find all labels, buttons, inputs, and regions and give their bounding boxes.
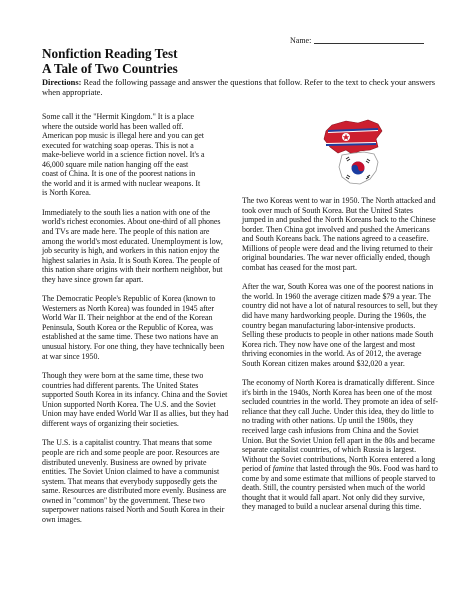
paragraph-north-economy [242, 378, 438, 512]
paragraph-founding: The Democratic People's Republic of Korea (known to Westerners as North Korea) was founded in 1945 after World War II. Their neighbor at the end of the Korean Peninsula, South Korea or the Republic of Korea, was established at the same time. These two nations have an unusual history. For one thing, they have technically been at war since 1950. [42, 294, 225, 361]
paragraph-south-economy: After the war, South Korea was one of the poorest nations in the world. In 1960 the average citizen made $79 a year. The country did not have a lot of natural resources to sell, but they did have many hardworking people. During the 1960s, the country began manufacturing labor-intensive products. Selling these products to people in other nations made South Korea rich. They now have one of the largest and most thriving economies in the world. As of 2012, the average South Korean citizen makes around $32,020 a year. [242, 282, 438, 368]
paragraph-hermit-kingdom: Some call it the "Hermit Kingdom." It is a place where the outside world has been walled off. American pop music is illegal here and you can get executed for watching soap operas. This is not a make-believe world in a science fiction novel. It's a 46,000 square mile nation hanging off the east coast of China. It is one of the poorest nations in the world and it is armed with nuclear weapons. It is North Korea. [42, 112, 205, 198]
title-line-2: A Tale of Two Countries [42, 61, 178, 76]
paragraph-korean-war: The two Koreas went to war in 1950. The North attacked and took over much of South Korea. But the United States jumped in and pushed the North Koreans back to the Chinese border. Then China got involved and pushed the Americans and South Koreans back. The nations agreed to a ceasefire. Millions of people were dead and the living returned to their original boundaries. The war never officially ended, though combat has ceased for the most part. [242, 196, 436, 272]
paragraph-capitalism-communism: The U.S. is a capitalist country. That means that some people are rich and some people are poor. Resources are distributed unevenly. Business are owned by private entities. The Soviet Union claimed to have a communist system. That means that everybody supposedly gets the same. Resources are distributed more evenly. Business are owned in "common" by the government. These two superpower nations raised North and South Korea in their own images. [42, 438, 227, 524]
right-column [242, 196, 438, 522]
korea-flag-map-image [312, 117, 412, 189]
north-economy-part-2: that lasted through the 90s. Food was hard to come by and some estimate that millions of people starved to death. Still, the country persisted when much of the world thought that it would fall apart. Not only did they survive, they managed to build a nuclear arsenal during this time. [242, 464, 438, 512]
korea-flag-map-icon [312, 117, 412, 189]
paragraph-south-korea-intro: Immediately to the south lies a nation with one of the world's richest economies. About one-third of all phones and TVs are made here. The people of this nation are among the world's most educated. Unemployment is low, job security is high, and workers in this nation enjoy the highest salaries in Asia. It is South Korea. The people of this nation share origins with their northern neighbor, but they have since grown far apart. [42, 207, 223, 284]
north-economy-part-1: The economy of North Korea is dramatically different. Since it's birth in the 1940s, North Korea has been one of the most secluded countries in the world. They promote an idea of self-reliance that they call Juche. Under this idea, they do little to no trading with other nations. Up until the 1980s, they received large cash infusions from China and the Soviet Union. But the Soviet Union fell apart in the 80s and became separate capitalist countries, of which Russia is largest. Without the Soviet contributions, North Korea entered a long period of [242, 378, 438, 474]
directions-label: Directions: [42, 78, 82, 87]
name-field [290, 36, 424, 45]
directions-text: Read the following passage and answer the questions that follow. Refer to the text to check your answers when appropriate. [42, 78, 436, 97]
page-title [42, 46, 178, 76]
name-blank-line [314, 43, 424, 44]
left-column [42, 112, 230, 534]
name-label: Name: [290, 36, 312, 45]
title-line-1: Nonfiction Reading Test [42, 46, 178, 61]
paragraph-different-parents: Though they were born at the same time, these two countries had different parents. The United States supported South Korea in its infancy. China and the Soviet Union supported North Korea. The U.S. and the Soviet Union may have ended World War II as allies, but they had different ways of organizing their societies. [42, 371, 229, 428]
north-economy-famine: famine [272, 464, 295, 474]
directions [42, 78, 442, 98]
